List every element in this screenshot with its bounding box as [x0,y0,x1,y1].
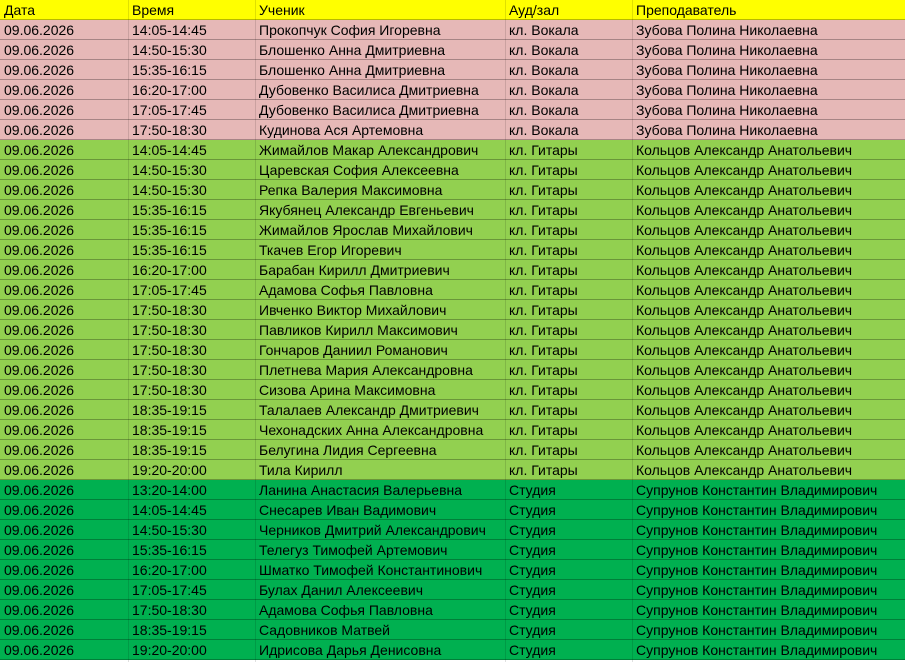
cell-student[interactable]: Телегуз Тимофей Артемович [259,542,448,558]
cell-room[interactable]: кл. Гитары [509,282,578,298]
cell-teacher[interactable]: Кольцов Александр Анатольевич [636,362,853,378]
cell-date[interactable]: 09.06.2026 [4,162,75,178]
cell-date[interactable]: 09.06.2026 [4,502,75,518]
cell-teacher[interactable]: Кольцов Александр Анатольевич [636,282,853,298]
cell-time[interactable]: 17:50-18:30 [132,602,207,618]
table-row [0,480,905,500]
cell-date[interactable]: 09.06.2026 [4,122,75,138]
table-row [0,500,905,520]
table-row [0,140,905,160]
cell-date[interactable]: 09.06.2026 [4,582,75,598]
cell-date[interactable]: 09.06.2026 [4,202,75,218]
cell-teacher[interactable]: Зубова Полина Николаевна [636,122,818,138]
cell-date[interactable]: 09.06.2026 [4,442,75,458]
cell-date[interactable]: 09.06.2026 [4,642,75,658]
cell-student[interactable]: Барабан Кирилл Дмитриевич [259,262,450,278]
cell-teacher[interactable]: Кольцов Александр Анатольевич [636,182,853,198]
cell-room[interactable]: кл. Гитары [509,302,578,318]
cell-teacher[interactable]: Кольцов Александр Анатольевич [636,442,853,458]
cell-teacher[interactable]: Супрунов Константин Владимирович [636,562,878,578]
cell-teacher[interactable]: Супрунов Константин Владимирович [636,602,878,618]
cell-student[interactable]: Прокопчук София Игоревна [259,22,441,38]
cell-student[interactable]: Репка Валерия Максимовна [259,182,443,198]
cell-date[interactable]: 09.06.2026 [4,62,75,78]
table-row [0,220,905,240]
cell-teacher[interactable]: Кольцов Александр Анатольевич [636,322,853,338]
table-row [0,420,905,440]
table-row [0,300,905,320]
table-row [0,120,905,140]
cell-time[interactable]: 17:50-18:30 [132,122,207,138]
cell-student[interactable]: Ланина Анастасия Валерьевна [259,482,463,498]
cell-room[interactable]: кл. Гитары [509,342,578,358]
cell-student[interactable]: Якубянец Александр Евгеньевич [259,202,474,218]
cell-teacher[interactable]: Супрунов Константин Владимирович [636,642,878,658]
cell-date[interactable]: 09.06.2026 [4,82,75,98]
cell-student[interactable]: Черников Дмитрий Александрович [259,522,486,538]
table-row [0,100,905,120]
table-row [0,640,905,660]
cell-date[interactable]: 09.06.2026 [4,42,75,58]
cell-room[interactable]: Студия [509,582,556,598]
cell-teacher[interactable]: Супрунов Константин Владимирович [636,622,878,638]
header-room[interactable]: Ауд/зал [509,2,560,18]
cell-student[interactable]: Блошенко Анна Дмитриевна [259,62,446,78]
cell-student[interactable]: Адамова Софья Павловна [259,602,433,618]
cell-date[interactable]: 09.06.2026 [4,402,75,418]
cell-student[interactable]: Булах Данил Алексеевич [259,582,423,598]
cell-date[interactable]: 09.06.2026 [4,562,75,578]
cell-teacher[interactable]: Супрунов Константин Владимирович [636,482,878,498]
table-row [0,580,905,600]
cell-date[interactable]: 09.06.2026 [4,342,75,358]
cell-teacher[interactable]: Зубова Полина Николаевна [636,42,818,58]
header-student[interactable]: Ученик [259,2,305,18]
cell-student[interactable]: Кудинова Ася Артемовна [259,122,424,138]
cell-date[interactable]: 09.06.2026 [4,542,75,558]
cell-room[interactable]: кл. Вокала [509,62,579,78]
cell-student[interactable]: Садовников Матвей [259,622,390,638]
cell-date[interactable]: 09.06.2026 [4,602,75,618]
cell-room[interactable]: Студия [509,642,556,658]
table-row [0,260,905,280]
table-row [0,600,905,620]
cell-teacher[interactable]: Супрунов Константин Владимирович [636,522,878,538]
cell-student[interactable]: Шматко Тимофей Константинович [259,562,483,578]
column-gridline [632,0,633,662]
cell-teacher[interactable]: Супрунов Константин Владимирович [636,542,878,558]
cell-room[interactable]: кл. Гитары [509,442,578,458]
cell-time[interactable]: 14:50-15:30 [132,42,207,58]
cell-time[interactable]: 18:35-19:15 [132,442,207,458]
cell-time[interactable]: 15:35-16:15 [132,242,207,258]
header-date[interactable]: Дата [4,2,36,18]
table-row [0,440,905,460]
cell-teacher[interactable]: Кольцов Александр Анатольевич [636,342,853,358]
header-teacher[interactable]: Преподаватель [636,2,737,18]
cell-teacher[interactable]: Кольцов Александр Анатольевич [636,162,853,178]
cell-room[interactable]: Студия [509,622,556,638]
cell-room[interactable]: кл. Вокала [509,42,579,58]
cell-time[interactable]: 17:50-18:30 [132,302,207,318]
table-row [0,560,905,580]
cell-student[interactable]: Талалаев Александр Дмитриевич [259,402,479,418]
cell-student[interactable]: Ткачев Егор Игоревич [259,242,402,258]
cell-room[interactable]: кл. Вокала [509,122,579,138]
cell-time[interactable]: 17:05-17:45 [132,282,207,298]
cell-teacher[interactable]: Кольцов Александр Анатольевич [636,242,853,258]
cell-student[interactable]: Идрисова Дарья Денисовна [259,642,442,658]
table-row [0,540,905,560]
cell-student[interactable]: Тила Кирилл [259,462,343,478]
cell-date[interactable]: 09.06.2026 [4,322,75,338]
table-row [0,40,905,60]
table-row [0,400,905,420]
cell-room[interactable]: кл. Гитары [509,142,578,158]
table-row [0,520,905,540]
cell-time[interactable]: 18:35-19:15 [132,422,207,438]
cell-student[interactable]: Сизова Арина Максимовна [259,382,436,398]
table-row [0,200,905,220]
cell-time[interactable]: 17:05-17:45 [132,102,207,118]
cell-room[interactable]: Студия [509,482,556,498]
cell-time[interactable]: 14:05-14:45 [132,502,207,518]
cell-date[interactable]: 09.06.2026 [4,462,75,478]
cell-time[interactable]: 17:50-18:30 [132,382,207,398]
cell-teacher[interactable]: Зубова Полина Николаевна [636,82,818,98]
table-row [0,180,905,200]
table-row [0,460,905,480]
cell-date[interactable]: 09.06.2026 [4,482,75,498]
cell-room[interactable]: кл. Гитары [509,402,578,418]
cell-teacher[interactable]: Кольцов Александр Анатольевич [636,422,853,438]
cell-time[interactable]: 15:35-16:15 [132,542,207,558]
cell-teacher[interactable]: Супрунов Константин Владимирович [636,582,878,598]
cell-room[interactable]: Студия [509,522,556,538]
cell-room[interactable]: кл. Гитары [509,422,578,438]
table-row [0,380,905,400]
cell-room[interactable]: Студия [509,542,556,558]
cell-student[interactable]: Павликов Кирилл Максимович [259,322,458,338]
cell-time[interactable]: 16:20-17:00 [132,262,207,278]
cell-time[interactable]: 14:50-15:30 [132,162,207,178]
header-time[interactable]: Время [132,2,175,18]
cell-date[interactable]: 09.06.2026 [4,422,75,438]
cell-time[interactable]: 17:50-18:30 [132,362,207,378]
cell-time[interactable]: 15:35-16:15 [132,222,207,238]
cell-room[interactable]: кл. Гитары [509,322,578,338]
table-row [0,160,905,180]
cell-date[interactable]: 09.06.2026 [4,302,75,318]
column-gridline [128,0,129,662]
cell-student[interactable]: Жимайлов Макар Александрович [259,142,479,158]
cell-time[interactable]: 19:20-20:00 [132,462,207,478]
table-row [0,80,905,100]
cell-time[interactable]: 17:50-18:30 [132,322,207,338]
cell-room[interactable]: кл. Гитары [509,262,578,278]
cell-student[interactable]: Блошенко Анна Дмитриевна [259,42,446,58]
cell-room[interactable]: Студия [509,602,556,618]
cell-time[interactable]: 18:35-19:15 [132,622,207,638]
cell-time[interactable]: 18:35-19:15 [132,402,207,418]
cell-time[interactable]: 14:05-14:45 [132,22,207,38]
cell-teacher[interactable]: Зубова Полина Николаевна [636,62,818,78]
cell-date[interactable]: 09.06.2026 [4,262,75,278]
cell-room[interactable]: кл. Гитары [509,182,578,198]
cell-date[interactable]: 09.06.2026 [4,622,75,638]
cell-time[interactable]: 17:05-17:45 [132,582,207,598]
cell-time[interactable]: 16:20-17:00 [132,562,207,578]
cell-time[interactable]: 15:35-16:15 [132,62,207,78]
table-row [0,620,905,640]
cell-teacher[interactable]: Кольцов Александр Анатольевич [636,262,853,278]
cell-student[interactable]: Дубовенко Василиса Дмитриевна [259,82,479,98]
cell-room[interactable]: кл. Гитары [509,222,578,238]
cell-teacher[interactable]: Кольцов Александр Анатольевич [636,142,853,158]
cell-student[interactable]: Ивченко Виктор Михайлович [259,302,447,318]
cell-room[interactable]: кл. Гитары [509,362,578,378]
column-gridline [505,0,506,662]
cell-date[interactable]: 09.06.2026 [4,182,75,198]
table-row [0,280,905,300]
cell-teacher[interactable]: Зубова Полина Николаевна [636,22,818,38]
cell-room[interactable]: кл. Вокала [509,22,579,38]
column-gridline [255,0,256,662]
cell-date[interactable]: 09.06.2026 [4,222,75,238]
cell-teacher[interactable]: Кольцов Александр Анатольевич [636,462,853,478]
cell-time[interactable]: 19:20-20:00 [132,642,207,658]
cell-teacher[interactable]: Кольцов Александр Анатольевич [636,382,853,398]
cell-teacher[interactable]: Супрунов Константин Владимирович [636,502,878,518]
cell-time[interactable]: 14:05-14:45 [132,142,207,158]
cell-time[interactable]: 14:50-15:30 [132,522,207,538]
cell-room[interactable]: кл. Вокала [509,82,579,98]
cell-room[interactable]: кл. Гитары [509,162,578,178]
cell-date[interactable]: 09.06.2026 [4,522,75,538]
table-row [0,320,905,340]
cell-date[interactable]: 09.06.2026 [4,362,75,378]
cell-date[interactable]: 09.06.2026 [4,242,75,258]
cell-teacher[interactable]: Кольцов Александр Анатольевич [636,222,853,238]
cell-room[interactable]: кл. Вокала [509,102,579,118]
cell-student[interactable]: Царевская София Алексеевна [259,162,459,178]
cell-time[interactable]: 17:50-18:30 [132,342,207,358]
cell-student[interactable]: Дубовенко Василиса Дмитриевна [259,102,479,118]
cell-student[interactable]: Снесарев Иван Вадимович [259,502,437,518]
cell-room[interactable]: Студия [509,502,556,518]
cell-time[interactable]: 13:20-14:00 [132,482,207,498]
cell-date[interactable]: 09.06.2026 [4,22,75,38]
cell-date[interactable]: 09.06.2026 [4,282,75,298]
table-row [0,60,905,80]
cell-teacher[interactable]: Зубова Полина Николаевна [636,102,818,118]
cell-time[interactable]: 15:35-16:15 [132,202,207,218]
cell-student[interactable]: Гончаров Даниил Романович [259,342,448,358]
cell-time[interactable]: 14:50-15:30 [132,182,207,198]
cell-room[interactable]: кл. Гитары [509,462,578,478]
cell-student[interactable]: Чехонадских Анна Александровна [259,422,484,438]
header-row [0,0,905,20]
cell-student[interactable]: Плетнева Мария Александровна [259,362,473,378]
cell-room[interactable]: Студия [509,562,556,578]
cell-date[interactable]: 09.06.2026 [4,142,75,158]
cell-room[interactable]: кл. Гитары [509,382,578,398]
cell-time[interactable]: 16:20-17:00 [132,82,207,98]
cell-room[interactable]: кл. Гитары [509,202,578,218]
cell-teacher[interactable]: Кольцов Александр Анатольевич [636,402,853,418]
cell-student[interactable]: Адамова Софья Павловна [259,282,433,298]
table-row [0,240,905,260]
cell-student[interactable]: Жимайлов Ярослав Михайлович [259,222,473,238]
cell-room[interactable]: кл. Гитары [509,242,578,258]
cell-teacher[interactable]: Кольцов Александр Анатольевич [636,302,853,318]
cell-teacher[interactable]: Кольцов Александр Анатольевич [636,202,853,218]
cell-date[interactable]: 09.06.2026 [4,102,75,118]
table-row [0,360,905,380]
table-row [0,20,905,40]
cell-date[interactable]: 09.06.2026 [4,382,75,398]
table-row [0,340,905,360]
cell-student[interactable]: Белугина Лидия Сергеевна [259,442,437,458]
